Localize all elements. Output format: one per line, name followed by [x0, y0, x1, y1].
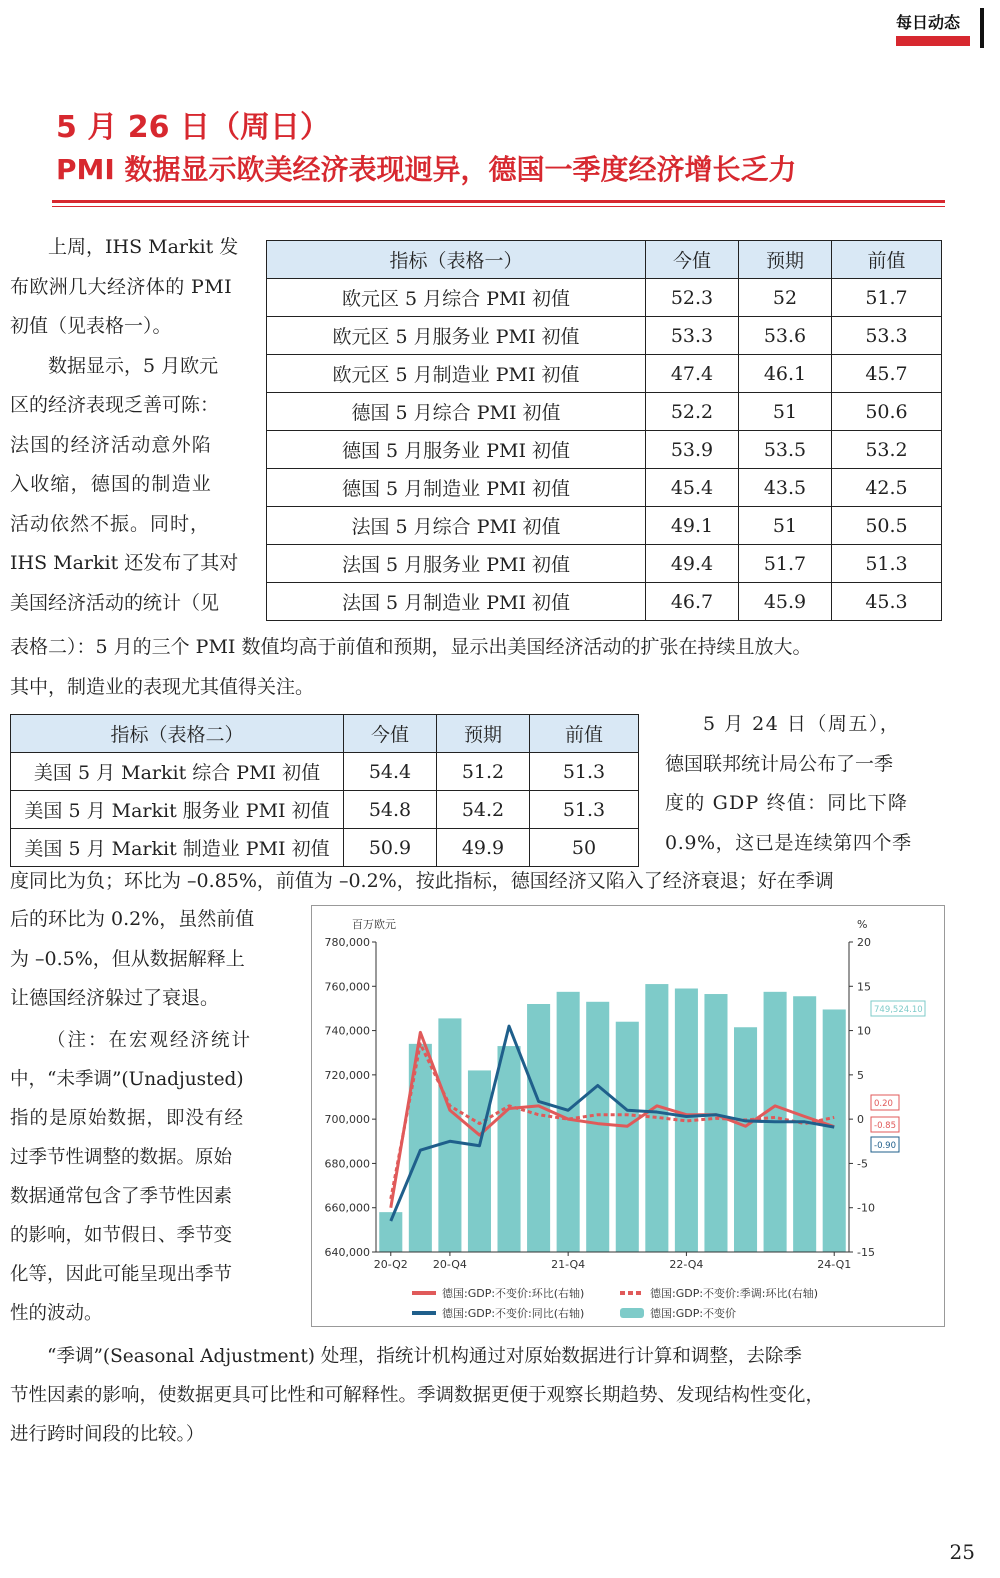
y-tick-label-right: 5	[857, 1068, 864, 1082]
value-cell: 52.3	[646, 279, 739, 317]
text-line: IHS Markit 还发布了其对	[10, 552, 239, 574]
text-line: 过季节性调整的数据。原始	[10, 1147, 233, 1168]
y-tick-label-right: 0	[857, 1113, 864, 1127]
y-tick-label-right: 15	[857, 980, 871, 994]
value-cell: 53.5	[739, 431, 832, 469]
x-tick-label: 22-Q4	[669, 1258, 704, 1271]
legend-label: 德国:GDP:不变价:季调:环比(右轴)	[650, 1287, 819, 1300]
indicator-cell: 德国 5 月制造业 PMI 初值	[267, 469, 646, 507]
text-line: 数据通常包含了季节性因素	[10, 1186, 233, 1207]
y-tick-label-right: -15	[857, 1246, 875, 1259]
y-tick-label-right: -10	[857, 1201, 875, 1215]
indicator-cell: 法国 5 月综合 PMI 初值	[267, 507, 646, 545]
value-cell: 45.7	[832, 355, 942, 393]
value-cell: 46.7	[646, 583, 739, 621]
value-cell: 49.1	[646, 507, 739, 545]
text-line: 区的经济表现乏善可陈：	[10, 394, 220, 416]
gdp-chart	[311, 905, 945, 1327]
note-paragraph	[10, 1021, 290, 1333]
end-value-label: -0.90	[874, 1141, 896, 1151]
gdp-bar	[586, 1002, 609, 1252]
value-cell: 51	[739, 393, 832, 431]
value-cell: 45.4	[646, 469, 739, 507]
text-line: 中，“未季调”(Unadjusted)	[10, 1069, 244, 1090]
value-cell: 51.3	[530, 753, 639, 791]
value-cell: 51	[739, 507, 832, 545]
page-number: 25	[949, 1540, 975, 1564]
table-header-cell: 指标（表格二）	[11, 715, 344, 753]
gdp-bar	[527, 1004, 550, 1252]
text-line: 指的是原始数据，即没有经	[10, 1108, 245, 1129]
value-cell: 46.1	[739, 355, 832, 393]
value-cell: 54.8	[344, 791, 437, 829]
pmi-table-2	[10, 714, 639, 867]
value-cell: 45.9	[739, 583, 832, 621]
gdp-bar	[616, 1022, 639, 1252]
text-line: （注：在宏观经济统计	[47, 1030, 253, 1051]
table-row	[267, 393, 942, 431]
table-row	[267, 355, 942, 393]
y-tick-label-left: 760,000	[324, 980, 370, 994]
text-line: 化等，因此可能呈现出季节	[10, 1264, 233, 1285]
indicator-cell: 美国 5 月 Markit 综合 PMI 初值	[11, 753, 344, 791]
value-cell: 51.7	[832, 279, 942, 317]
header-tag	[896, 8, 986, 48]
legend-label: 德国:GDP:不变价	[650, 1307, 737, 1320]
text-line: 数据显示，5 月欧元	[48, 354, 219, 377]
table-row	[267, 545, 942, 583]
text-line: 布欧洲几大经济体的 PMI	[10, 275, 232, 298]
gdp-bar	[823, 1009, 846, 1252]
table-header-cell: 今值	[646, 241, 739, 279]
y-axis-right-label: %	[857, 918, 868, 931]
value-cell: 51.2	[437, 753, 530, 791]
text-line: 活动依然不振。同时，	[10, 512, 211, 535]
gdp-paragraph-right	[665, 705, 945, 863]
legend-swatch	[620, 1308, 644, 1318]
text-line: 法国的经济活动意外陷	[10, 433, 213, 456]
intro-paragraph	[10, 228, 248, 623]
value-cell: 52.2	[646, 393, 739, 431]
value-cell: 53.3	[832, 317, 942, 355]
value-cell: 52	[739, 279, 832, 317]
value-cell: 50.9	[344, 829, 437, 867]
indicator-cell: 德国 5 月服务业 PMI 初值	[267, 431, 646, 469]
gdp-paragraph-left	[10, 900, 290, 1019]
text-line: 度同比为负；环比为 –0.85%，前值为 –0.2%，按此指标，德国经济又陷入了经济衰退；好在季调	[10, 870, 834, 892]
legend-label: 德国:GDP:不变价:同比(右轴)	[442, 1307, 585, 1320]
value-cell: 49.4	[646, 545, 739, 583]
text-line: 让德国经济躲过了衰退。	[10, 987, 220, 1009]
y-axis-left-label: 百万欧元	[352, 918, 396, 931]
text-line: 表格二）：5 月的三个 PMI 数值均高于前值和预期，显示出美国经济活动的扩张在持续且放大。	[10, 636, 812, 658]
x-tick-label: 24-Q1	[817, 1258, 852, 1271]
table-header-cell: 今值	[344, 715, 437, 753]
y-tick-label-left: 720,000	[324, 1068, 370, 1082]
title-rule-thin	[52, 206, 945, 207]
y-tick-label-left: 640,000	[324, 1246, 370, 1259]
end-value-label: 0.20	[874, 1099, 893, 1109]
text-line: 入收缩，德国的制造业	[10, 473, 213, 495]
text-line: 节性因素的影响，使数据更具可比性和可解释性。季调数据更便于观察长期趋势、发现结构性变化，	[10, 1385, 825, 1406]
header-red-bar	[896, 36, 970, 46]
table-header-cell: 预期	[437, 715, 530, 753]
table-header-cell: 预期	[739, 241, 832, 279]
value-cell: 49.9	[437, 829, 530, 867]
y-tick-label-right: -5	[857, 1157, 868, 1171]
indicator-cell: 欧元区 5 月综合 PMI 初值	[267, 279, 646, 317]
legend-label: 德国:GDP:不变价:环比(右轴)	[442, 1287, 585, 1300]
article-headline: PMI 数据显示欧美经济表现迥异，德国一季度经济增长乏力	[56, 153, 797, 186]
value-cell: 50.5	[832, 507, 942, 545]
value-cell: 50	[530, 829, 639, 867]
table-header-cell: 指标（表格一）	[267, 241, 646, 279]
indicator-cell: 德国 5 月综合 PMI 初值	[267, 393, 646, 431]
value-cell: 51.3	[832, 545, 942, 583]
text-line: 其中，制造业的表现尤其值得关注。	[10, 675, 315, 698]
table-row	[267, 507, 942, 545]
y-tick-label-left: 740,000	[324, 1024, 370, 1038]
end-value-label: 749,524.10	[874, 1005, 923, 1015]
table-header-row	[11, 715, 639, 753]
text-line: 度的 GDP 终值：同比下降	[665, 792, 909, 814]
pmi-table-1	[266, 240, 942, 621]
text-line: 美国经济活动的统计（见	[10, 591, 220, 614]
bottom-paragraph	[10, 1337, 945, 1454]
header-black-bar	[980, 8, 984, 48]
text-line: 的影响，如节假日、季节变	[10, 1225, 233, 1246]
value-cell: 53.6	[739, 317, 832, 355]
value-cell: 43.5	[739, 469, 832, 507]
x-tick-label: 20-Q2	[373, 1258, 408, 1271]
section-label: 每日动态	[896, 13, 961, 32]
value-cell: 47.4	[646, 355, 739, 393]
table-row	[267, 279, 942, 317]
indicator-cell: 美国 5 月 Markit 服务业 PMI 初值	[11, 791, 344, 829]
intro-continuation	[10, 628, 945, 707]
gdp-paragraph-wide	[10, 862, 945, 902]
value-cell: 51.7	[739, 545, 832, 583]
gdp-bar	[468, 1070, 491, 1252]
value-cell: 51.3	[530, 791, 639, 829]
text-line: 性的波动。	[10, 1303, 103, 1324]
y-tick-label-left: 700,000	[324, 1113, 370, 1127]
table-header-cell: 前值	[832, 241, 942, 279]
end-value-label: -0.85	[874, 1121, 896, 1131]
table-header-row	[267, 241, 942, 279]
y-tick-label-right: 20	[857, 936, 871, 949]
text-line: 初值（见表格一）。	[10, 315, 172, 337]
value-cell: 53.9	[646, 431, 739, 469]
value-cell: 54.4	[344, 753, 437, 791]
indicator-cell: 欧元区 5 月制造业 PMI 初值	[267, 355, 646, 393]
value-cell: 42.5	[832, 469, 942, 507]
gdp-bar	[557, 992, 580, 1252]
text-line: 进行跨时间段的比较。）	[10, 1424, 205, 1445]
text-line: 上周，IHS Markit 发	[48, 236, 239, 258]
table-row	[267, 431, 942, 469]
x-tick-label: 20-Q4	[432, 1258, 467, 1271]
y-tick-label-left: 680,000	[324, 1157, 370, 1171]
value-cell: 45.3	[832, 583, 942, 621]
table-row	[267, 469, 942, 507]
indicator-cell: 欧元区 5 月服务业 PMI 初值	[267, 317, 646, 355]
gdp-bar	[734, 1027, 757, 1252]
table-header-cell: 前值	[530, 715, 639, 753]
indicator-cell: 法国 5 月服务业 PMI 初值	[267, 545, 646, 583]
gdp-chart-svg	[312, 906, 944, 1326]
table-row	[11, 753, 639, 791]
table-row	[11, 791, 639, 829]
text-line: 为 –0.5%，但从数据解释上	[10, 947, 245, 970]
y-tick-label-left: 660,000	[324, 1201, 370, 1215]
y-tick-label-left: 780,000	[324, 936, 370, 949]
value-cell: 50.6	[832, 393, 942, 431]
table-row	[11, 829, 639, 867]
table-row	[267, 317, 942, 355]
x-tick-label: 21-Q4	[551, 1258, 586, 1271]
title-rule	[52, 200, 945, 203]
value-cell: 53.2	[832, 431, 942, 469]
gdp-bar	[438, 1018, 461, 1252]
article-date-title: 5 月 26 日（周日）	[56, 110, 330, 145]
gdp-bar	[704, 994, 727, 1252]
text-line: 德国联邦统计局公布了一季	[665, 752, 894, 775]
indicator-cell: 法国 5 月制造业 PMI 初值	[267, 583, 646, 621]
text-line: 后的环比为 0.2%，虽然前值	[10, 908, 255, 930]
value-cell: 53.3	[646, 317, 739, 355]
text-line: 5 月 24 日（周五），	[703, 713, 901, 735]
value-cell: 54.2	[437, 791, 530, 829]
table-row	[267, 583, 942, 621]
text-line: 0.9%，这已是连续第四个季	[665, 831, 912, 854]
text-line: “季调”(Seasonal Adjustment) 处理，指统计机构通过对原始数据进行计算和调整，去除季	[47, 1346, 802, 1367]
indicator-cell: 美国 5 月 Markit 制造业 PMI 初值	[11, 829, 344, 867]
y-tick-label-right: 10	[857, 1024, 871, 1038]
gdp-bar	[498, 1046, 521, 1252]
